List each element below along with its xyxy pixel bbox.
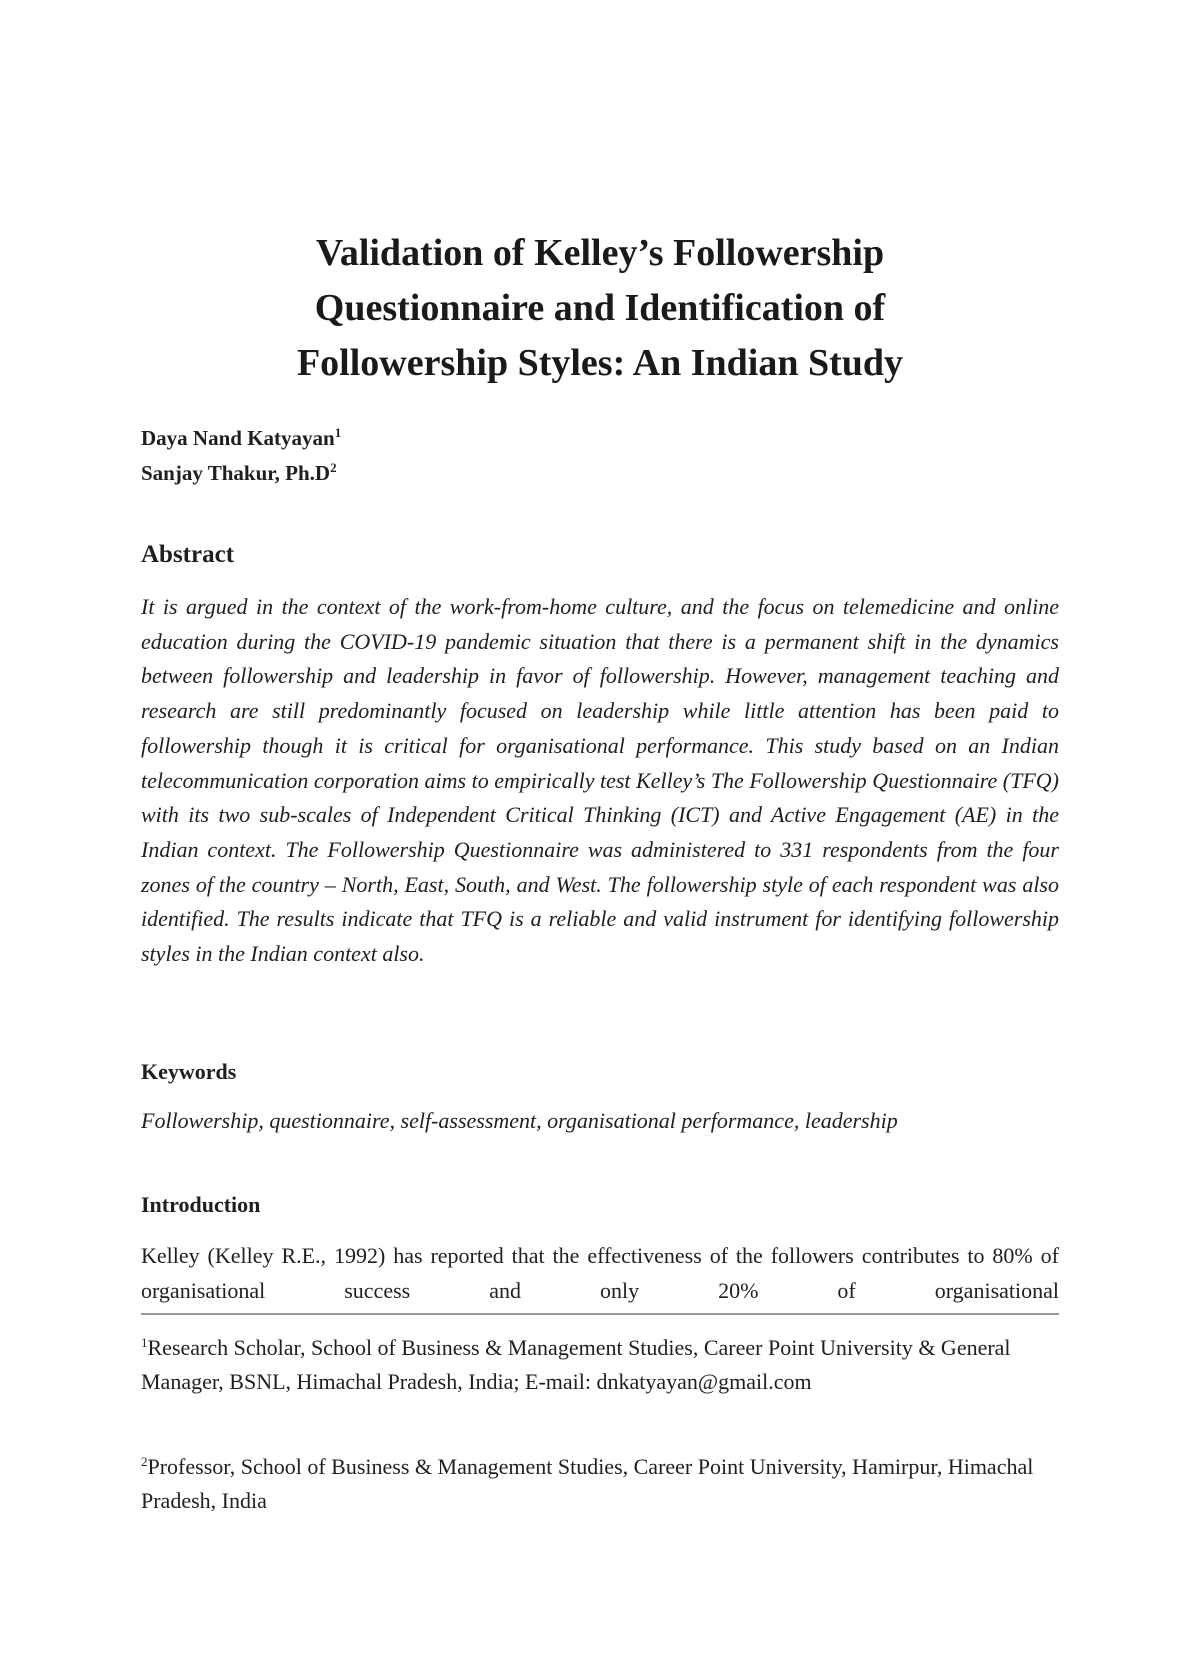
author-1 [141, 421, 341, 456]
author-name: Sanjay Thakur, Ph.D [141, 461, 331, 485]
footnote-mark: 1 [141, 1335, 148, 1350]
title-line-2: Questionnaire and Identification of [314, 287, 886, 329]
footnote-text: Research Scholar, School of Business & Management Studies, Career Point University & General Manager, BSNL, Himachal Pradesh, India; E-mail: dnkatyayan@gmail.com [141, 1335, 1011, 1394]
author-affiliation-mark: 1 [334, 425, 342, 440]
footnote-2 [141, 1450, 1059, 1518]
paper-page [141, 0, 1059, 1659]
author-name: Daya Nand Katyayan [141, 426, 335, 450]
footnote-1 [141, 1331, 1059, 1399]
keywords-text: Followership, questionnaire, self-assessment, organisational performance, leadership [141, 1108, 898, 1133]
author-affiliation-mark: 2 [330, 460, 337, 475]
title-line-3: Followership Styles: An Indian Study [296, 342, 904, 384]
footnote-mark: 2 [141, 1454, 148, 1469]
title-line-1: Validation of Kelley’s Followership [315, 232, 885, 274]
abstract-text: It is argued in the context of the work-from-home culture, and the focus on telemedicine and online education during the COVID-19 pandemic situation that there is a permanent shift in the dynamics between followership and leadership in favor of followership. However, management teaching and research are still predominantly focused on leadership while little attention has been paid to followership though it is critical for organisational performance. This study based on an Indian telecommunication corporation aims to empirically test Kelley’s The Followership Questionnaire (TFQ) with its two sub-scales of Independent Critical Thinking (ICT) and Active Engagement (AE) in the Indian context. The Followership Questionnaire was administered to 331 respondents from the four zones of the country – North, East, South, and West. The followership style of each respondent was also identified. The results indicate that TFQ is a reliable and valid instrument for identifying followership styles in the Indian context also. [141, 594, 1059, 967]
abstract-heading: Abstract [141, 541, 235, 568]
author-2 [141, 456, 341, 491]
author-list [141, 421, 341, 491]
footnote-divider [141, 1313, 1059, 1315]
paper-title [141, 226, 1059, 391]
introduction-text: Kelley (Kelley R.E., 1992) has reported that the effectiveness of the followers contributes to 80% of organisational success and only 20% of organisational [141, 1243, 1059, 1303]
introduction-heading: Introduction [141, 1192, 261, 1217]
footnote-text: Professor, School of Business & Management Studies, Career Point University, Hamirpur, Himachal Pradesh, India [141, 1454, 1034, 1513]
keywords-heading: Keywords [141, 1059, 237, 1084]
